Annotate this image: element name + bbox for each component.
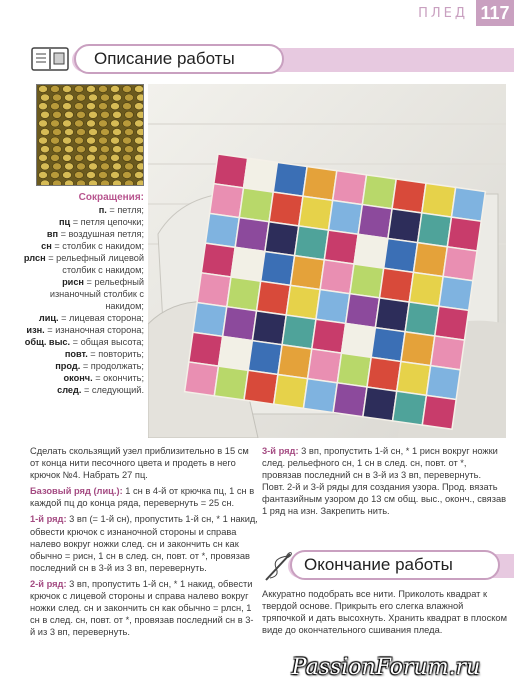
blanket-square — [447, 217, 481, 251]
blanket-square — [227, 277, 261, 311]
blanket-square — [341, 323, 375, 357]
blanket-square — [371, 328, 405, 362]
abbreviations-list — [20, 192, 144, 396]
abbreviation-term: сн — [41, 241, 52, 251]
blanket-square — [252, 311, 286, 345]
book-icon — [30, 44, 70, 74]
abbreviation-item — [20, 360, 144, 372]
blanket-square — [257, 281, 291, 315]
blanket-square — [451, 187, 485, 221]
blanket-square — [205, 213, 239, 247]
abbreviation-term: изн. — [26, 325, 45, 335]
abbreviation-term: вп — [46, 229, 59, 239]
abbreviation-term: прод. — [55, 361, 81, 371]
abbreviation-definition: = столбик с накидом; — [51, 241, 144, 251]
blanket-square — [350, 264, 384, 298]
blanket-square — [282, 315, 316, 349]
blanket-square — [392, 179, 426, 213]
base-row-text: 1 сн в 4-й от крючка пц, 1 сн в каждой пц до конца ряда, перевернуть = 25 сн. — [30, 486, 255, 509]
blanket-square — [261, 251, 295, 285]
blanket-square — [435, 306, 469, 340]
blanket-square — [380, 268, 414, 302]
abbreviation-term: рлсн — [23, 253, 46, 263]
blanket-square — [273, 162, 307, 196]
abbreviation-definition: = окончить; — [92, 373, 144, 383]
description-title: Описание работы — [94, 49, 235, 68]
blanket-square — [413, 243, 447, 277]
abbreviation-term: общ. выс. — [24, 337, 71, 347]
abbreviation-term: повт. — [64, 349, 88, 359]
abbreviation-item — [20, 348, 144, 360]
blanket-square — [384, 238, 418, 272]
blanket-square — [210, 184, 244, 218]
blanket-square — [197, 273, 231, 307]
blanket-square — [401, 332, 435, 366]
blanket-square — [324, 230, 358, 264]
row3-paragraph — [262, 445, 508, 481]
blanket-square — [265, 222, 299, 256]
finish-title: Окончание работы — [304, 555, 453, 574]
blanket-square — [337, 353, 371, 387]
abbreviation-term: рисн — [62, 277, 84, 287]
row3-label: 3-й ряд: — [262, 446, 299, 456]
intro-paragraph: Сделать скользящий узел приблизительно в 15 см от конца нити песочного цвета и продеть в него крючок №4. Набрать 27 пц. — [30, 446, 249, 481]
blanket-square — [278, 345, 312, 379]
description-heading — [30, 44, 514, 74]
blanket-square — [316, 290, 350, 324]
blanket-square — [405, 302, 439, 336]
blanket-square — [312, 319, 346, 353]
abbreviation-item — [20, 216, 144, 228]
instructions-left-column — [30, 445, 258, 642]
blanket-square — [397, 361, 431, 395]
row2-paragraph — [30, 578, 258, 638]
blanket-square — [239, 188, 273, 222]
row2-label: 2-й ряд: — [30, 578, 67, 589]
abbreviation-item — [20, 384, 144, 396]
abbreviation-definition: = рельефный изнаночный столбик с накидом; — [49, 277, 144, 311]
blanket-square — [218, 336, 252, 370]
page-number: 117 — [476, 0, 514, 26]
base-row-label: Базовый ряд (лиц.): — [30, 486, 123, 497]
blanket-square — [409, 272, 443, 306]
finish-paragraph: Аккуратно подобрать все нити. Приколоть квадрат к твердой основе. Прикрыть его слегка влажной тряпочкой и дать высохнуть. Хранить квадрат в плоском виде до окончательного сшивания пледа. — [262, 589, 507, 636]
abbreviation-definition: = следующий. — [81, 385, 144, 395]
abbreviation-term: лиц. — [38, 313, 59, 323]
row1-text: 3 вп (= 1-й сн), пропустить 1-й сн, * 1 накид, обвести крючок с изнаночной стороны и справа налево вокруг ножки след. сн и закончить сн как обычно = рисн, 1 сн в след. сн, повт. от *, провязав последний сн в 3-й из 3 вп, перевернуть. — [30, 514, 258, 573]
blanket-square — [214, 366, 248, 400]
blanket-square — [201, 243, 235, 277]
blanket-square — [362, 175, 396, 209]
abbreviation-definition: = продолжать; — [80, 361, 144, 371]
abbreviation-item — [20, 336, 144, 348]
blanket-square — [185, 362, 219, 396]
abbreviation-item — [20, 252, 144, 276]
abbreviation-term: оконч. — [63, 373, 93, 383]
abbreviation-item — [20, 240, 144, 252]
blanket-square — [439, 277, 473, 311]
abbreviation-item — [20, 324, 144, 336]
blanket-square — [248, 341, 282, 375]
abbreviations-title: Сокращения: — [78, 192, 144, 203]
row2-text: 3 вп, пропустить 1-й сн, * 1 накид, обвести крючок с лицевой стороны и справа налево вокруг ножки след. сн и закончить сн как обычно = рлсн, 1 сн в след. сн, повт. от *, провязав последний сн в 3-й из 3 вп, перевернуть. — [30, 578, 254, 638]
blanket-square — [375, 298, 409, 332]
blanket-square — [189, 332, 223, 366]
blanket-square — [418, 213, 452, 247]
blanket-square — [422, 395, 456, 429]
base-row-paragraph — [30, 485, 258, 509]
row3-text: 3 вп, пропустить 1-й сн, * 1 рисн вокруг ножки след. рельефного сн, 1 сн в след. сн, повт. от *, провязав последний сн в 3-й из 3 вп, перевернуть. — [262, 446, 498, 481]
abbreviation-definition: = изнаночная сторона; — [44, 325, 144, 335]
watermark-logo: PassionForum.ru — [291, 655, 481, 680]
blanket-square — [303, 379, 337, 413]
blanket-square — [193, 303, 227, 337]
abbreviation-term: след. — [57, 385, 82, 395]
blanket-square — [244, 370, 278, 404]
instructions-right-column — [262, 445, 508, 518]
abbreviation-definition: = петля цепочки; — [70, 217, 144, 227]
blanket-square — [363, 387, 397, 421]
blanket-square — [214, 154, 248, 188]
abbreviation-definition: = воздушная петля; — [58, 229, 144, 239]
abbreviation-item — [20, 276, 144, 312]
abbreviation-definition: = петля; — [106, 205, 144, 215]
repeat-paragraph: Повт. 2-й и 3-й ряды для создания узора. Прод. вязать фантазийным узором до 13 см общ. выс., оконч., связав 1 ряд на изн. Закрепить нить. — [262, 482, 507, 517]
abbreviation-item — [20, 312, 144, 324]
abbreviation-definition: = повторить; — [87, 349, 144, 359]
blanket-square — [231, 247, 265, 281]
blanket-square — [393, 391, 427, 425]
blanket-square — [295, 226, 329, 260]
knit-swatch-image — [36, 84, 144, 186]
blanket-square — [354, 234, 388, 268]
row1-paragraph — [30, 513, 258, 573]
blanket-square — [286, 285, 320, 319]
abbreviation-definition: = лицевая сторона; — [58, 313, 144, 323]
finish-heading — [262, 550, 514, 580]
blanket-square — [299, 196, 333, 230]
abbreviation-item — [20, 204, 144, 216]
blanket-square — [308, 349, 342, 383]
blanket-square — [235, 218, 269, 252]
blanket-square — [303, 167, 337, 201]
blanket-square — [223, 307, 257, 341]
blanket-square — [367, 357, 401, 391]
blanket-square — [443, 247, 477, 281]
blanket-square — [274, 374, 308, 408]
blanket-square — [358, 205, 392, 239]
section-name: ПЛЕД — [418, 6, 468, 21]
blanket-square — [422, 183, 456, 217]
abbreviation-definition: = общая высота; — [70, 337, 144, 347]
blanket-square — [244, 158, 278, 192]
needle-thread-icon — [262, 548, 296, 584]
page-header — [0, 0, 514, 28]
abbreviation-item — [20, 228, 144, 240]
blanket-square — [320, 260, 354, 294]
blanket-square — [431, 336, 465, 370]
blanket-square — [333, 171, 367, 205]
abbreviation-term: пц — [59, 217, 71, 227]
blanket-square — [328, 200, 362, 234]
abbreviation-definition: = рельефный лицевой столбик с накидом; — [45, 253, 144, 275]
row1-label: 1-й ряд: — [30, 514, 67, 525]
blanket-square — [426, 366, 460, 400]
abbreviation-item — [20, 372, 144, 384]
blanket-photo — [148, 84, 506, 438]
blanket-square — [290, 256, 324, 290]
blanket-square — [269, 192, 303, 226]
blanket-square — [388, 209, 422, 243]
blanket-square — [346, 294, 380, 328]
abbreviation-term: п. — [98, 205, 107, 215]
blanket-square — [333, 383, 367, 417]
